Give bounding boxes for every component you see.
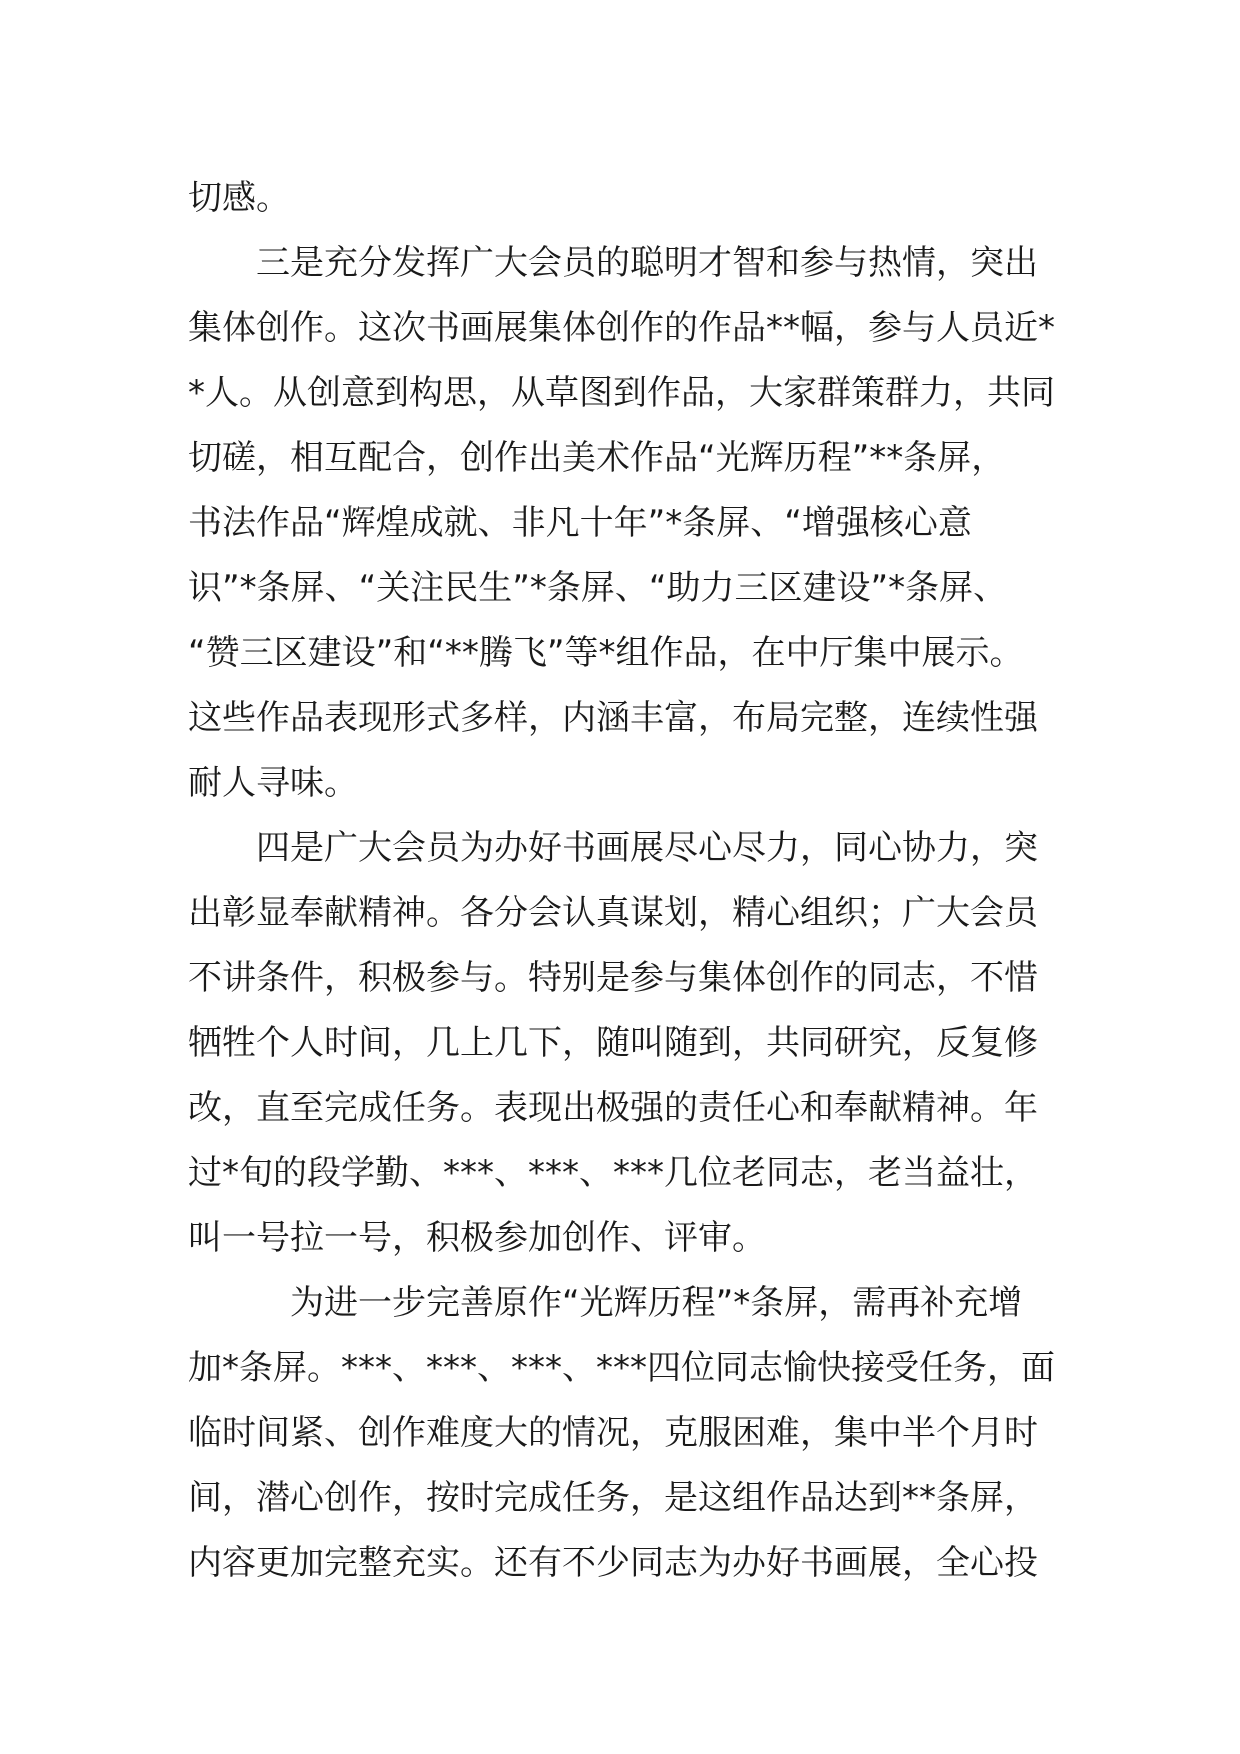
text-line: 集体创作。这次书画展集体创作的作品**幅，参与人员近*	[188, 308, 1055, 348]
text-line: 间，潜心创作，按时完成任务，是这组作品达到**条屏，	[188, 1478, 1038, 1518]
text-line: 这些作品表现形式多样，内涵丰富，布局完整，连续性强	[188, 698, 1038, 738]
text-line: *人。从创意到构思，从草图到作品，大家群策群力，共同	[188, 373, 1055, 413]
text-line: “赞三区建设”和“**腾飞”等*组作品，在中厅集中展示。	[188, 633, 1024, 673]
text-line: 书法作品“辉煌成就、非凡十年”*条屏、“增强核心意	[188, 503, 972, 543]
text-line: 加*条屏。***、***、***、***四位同志愉快接受任务，面	[188, 1348, 1055, 1388]
body-text	[188, 166, 1088, 1596]
paragraph-start-line: 三是充分发挥广大会员的聪明才智和参与热情，突出	[256, 243, 1038, 283]
text-line: 识”*条屏、“关注民生”*条屏、“助力三区建设”*条屏、	[188, 568, 1008, 608]
text-line: 改，直至完成任务。表现出极强的责任心和奉献精神。年	[188, 1088, 1038, 1128]
text-line: 临时间紧、创作难度大的情况，克服困难，集中半个月时	[188, 1413, 1038, 1453]
text-line: 耐人寻味。	[188, 763, 358, 803]
text-line: 切感。	[188, 178, 290, 218]
text-line: 切磋，相互配合，创作出美术作品“光辉历程”**条屏，	[188, 438, 1006, 478]
text-line: 过*旬的段学勤、***、***、***几位老同志，老当益壮，	[188, 1153, 1038, 1193]
text-line: 叫一号拉一号，积极参加创作、评审。	[188, 1218, 766, 1258]
text-line: 出彰显奉献精神。各分会认真谋划，精心组织；广大会员	[188, 893, 1038, 933]
paragraph-start-line: 为进一步完善原作“光辉历程”*条屏，需再补充增	[290, 1283, 1023, 1323]
text-line: 牺牲个人时间，几上几下，随叫随到，共同研究，反复修	[188, 1023, 1038, 1063]
text-line: 内容更加完整充实。还有不少同志为办好书画展，全心投	[188, 1543, 1038, 1583]
paragraph-start-line: 四是广大会员为办好书画展尽心尽力，同心协力，突	[256, 828, 1038, 868]
text-line: 不讲条件，积极参与。特别是参与集体创作的同志，不惜	[188, 958, 1038, 998]
